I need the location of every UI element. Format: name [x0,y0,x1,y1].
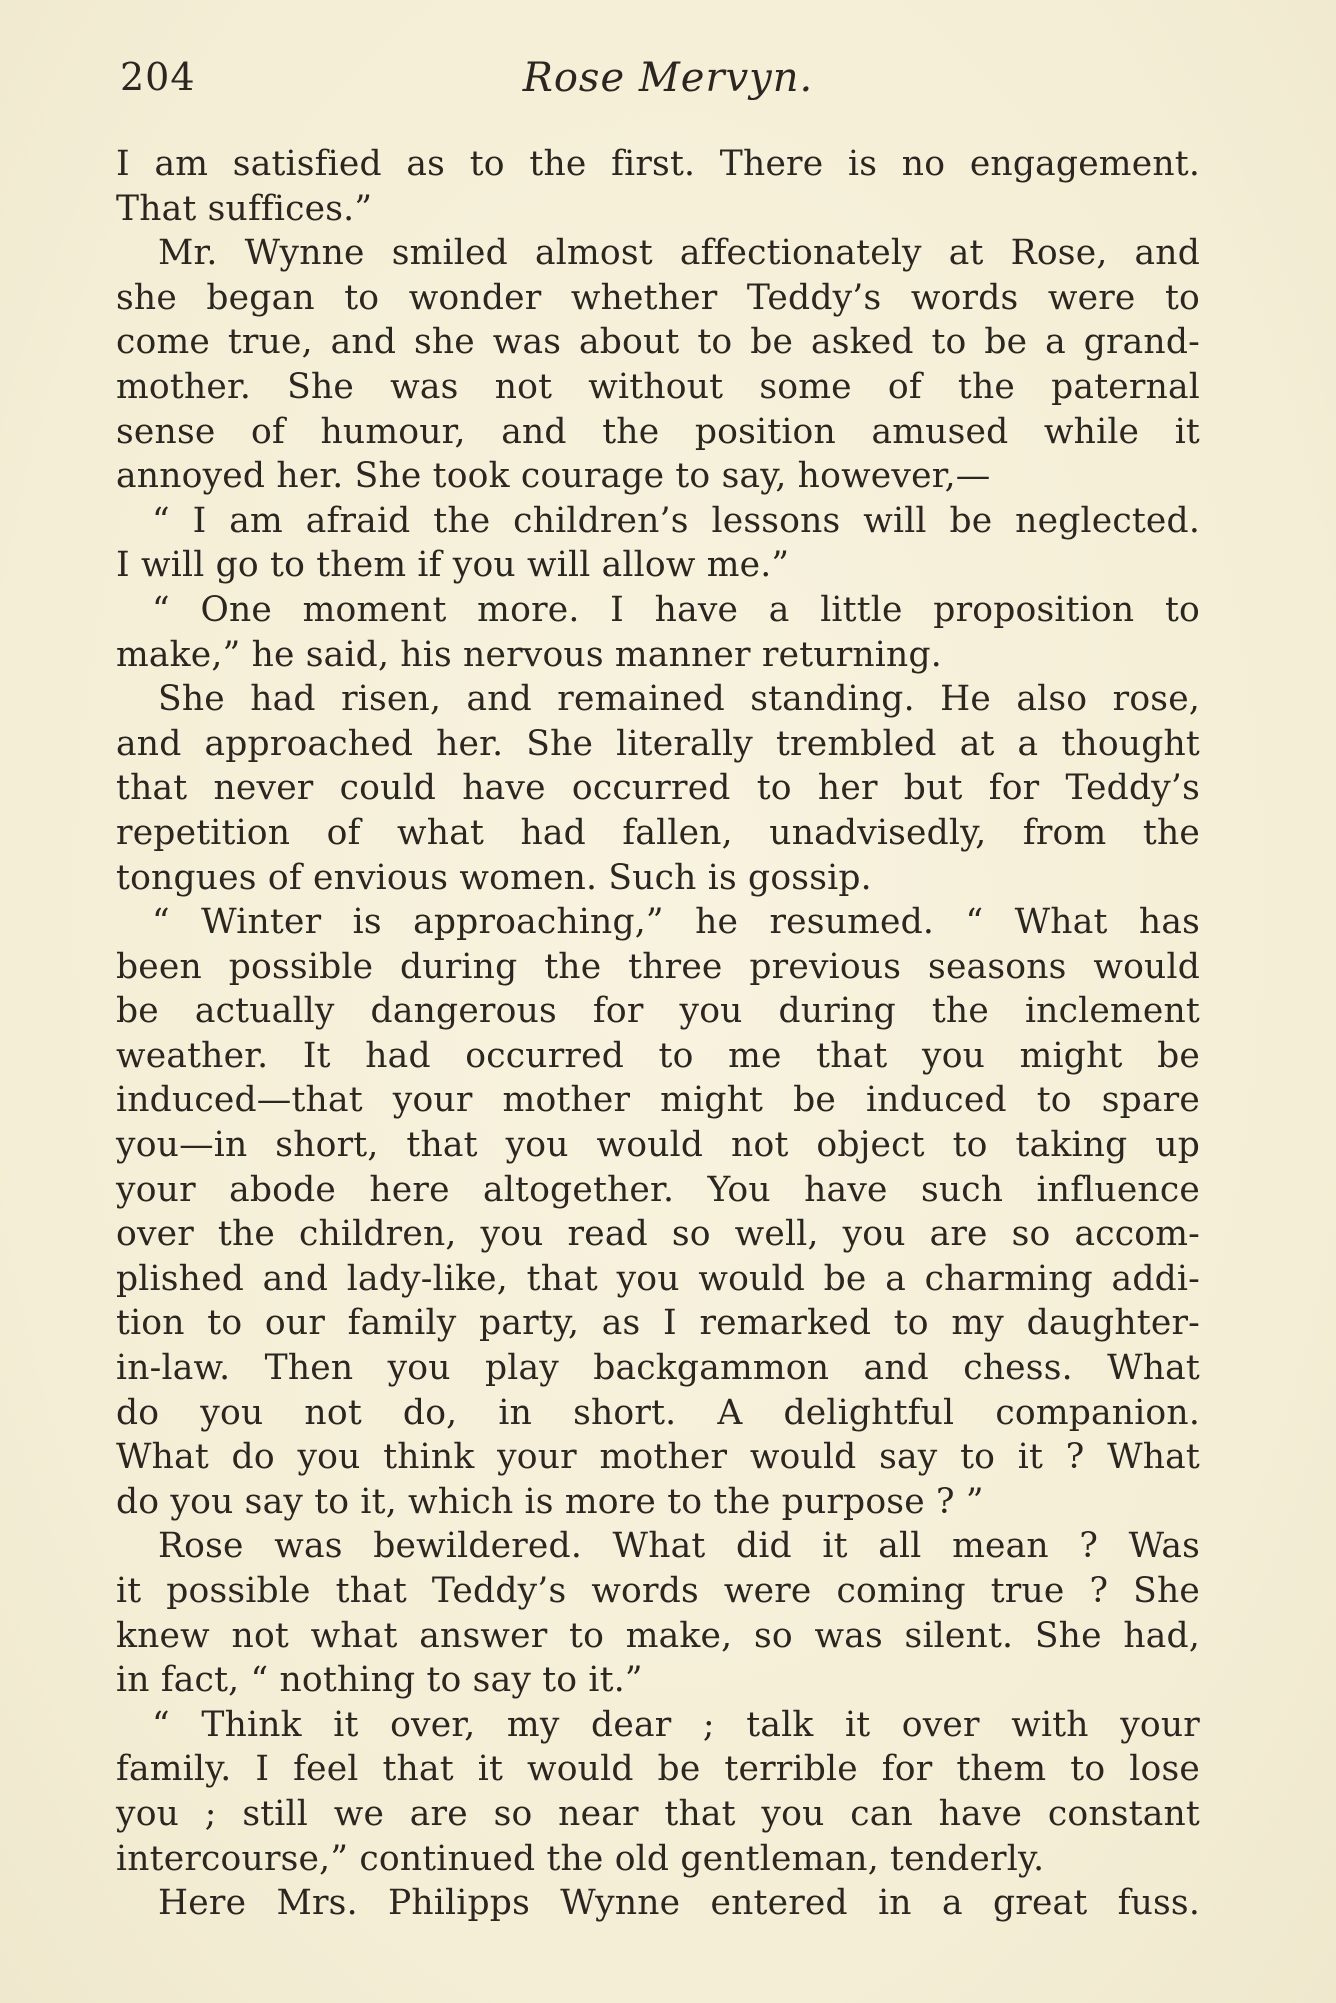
text-line: tongues of envious women. Such is gossip. [116,857,872,898]
text-line: weather. It had occurred to me that you might be [116,1035,1200,1076]
text-line: make,” he said, his nervous manner returning. [116,634,942,675]
text-line: you ; still we are so near that you can have constant [116,1793,1200,1834]
text-line: tion to our family party, as I remarked to my daughter- [116,1303,1200,1344]
text-line: She had risen, and remained standing. He also rose, [158,679,1200,720]
text-line: plished and lady-like, that you would be a charming addi- [116,1258,1200,1299]
text-line: I am satisfied as to the first. There is no engagement. [116,144,1200,184]
text-line: family. I feel that it would be terrible for them to lose [116,1749,1200,1790]
text-line: “ I am afraid the children’s lessons will be neglected. [152,500,1200,541]
text-line: I will go to them if you will allow me.” [116,545,790,586]
text-line: “ One moment more. I have a little proposition to [152,589,1200,630]
text-line: annoyed her. She took courage to say, however,— [116,456,991,497]
text-line: repetition of what had fallen, unadvisedly, from the [116,812,1200,853]
text-line: “ Winter is approaching,” he resumed. “ What has [152,902,1200,943]
text-line: over the children, you read so well, you are so accom- [116,1214,1200,1255]
text-line: sense of humour, and the position amused while it [116,411,1200,452]
page-header [112,55,1224,115]
text-line: been possible during the three previous seasons would [116,946,1200,987]
text-line: do you not do, in short. A delightful companion. [116,1392,1200,1433]
text-line: “ Think it over, my dear ; talk it over with your [152,1704,1200,1745]
page-number: 204 [120,55,196,99]
text-line: What do you think your mother would say to it ? What [116,1437,1200,1478]
text-line: and approached her. She literally trembled at a thought [116,723,1200,764]
text-line: in-law. Then you play backgammon and chess. What [116,1348,1200,1389]
text-line: that never could have occurred to her but for Teddy’s [116,768,1200,809]
text-line: induced—that your mother might be induced to spare [116,1080,1200,1121]
text-line: Here Mrs. Philipps Wynne entered in a great fuss. [158,1883,1200,1924]
text-line: come true, and she was about to be asked to be a grand- [116,322,1200,363]
text-line: be actually dangerous for you during the inclement [116,991,1200,1032]
body-text [116,142,1200,1926]
text-line: in fact, “ nothing to say to it.” [116,1660,643,1701]
text-line: mother. She was not without some of the paternal [116,366,1200,407]
text-line: intercourse,” continued the old gentleman, tenderly. [116,1838,1045,1879]
text-line: your abode here altogether. You have such influence [116,1169,1200,1210]
text-line: you—in short, that you would not object to taking up [116,1125,1200,1166]
text-line: it possible that Teddy’s words were coming true ? She [116,1571,1200,1611]
text-line: she began to wonder whether Teddy’s words were to [116,277,1200,318]
text-line: Rose was bewildered. What did it all mean ? Was [158,1526,1200,1567]
running-title: Rose Mervyn. [522,55,814,101]
text-line: Mr. Wynne smiled almost affectionately at Rose, and [158,233,1200,274]
text-line: do you say to it, which is more to the purpose ? ” [116,1481,984,1522]
text-line: That suffices.” [116,188,373,229]
text-line: knew not what answer to make, so was silent. She had, [116,1615,1200,1656]
